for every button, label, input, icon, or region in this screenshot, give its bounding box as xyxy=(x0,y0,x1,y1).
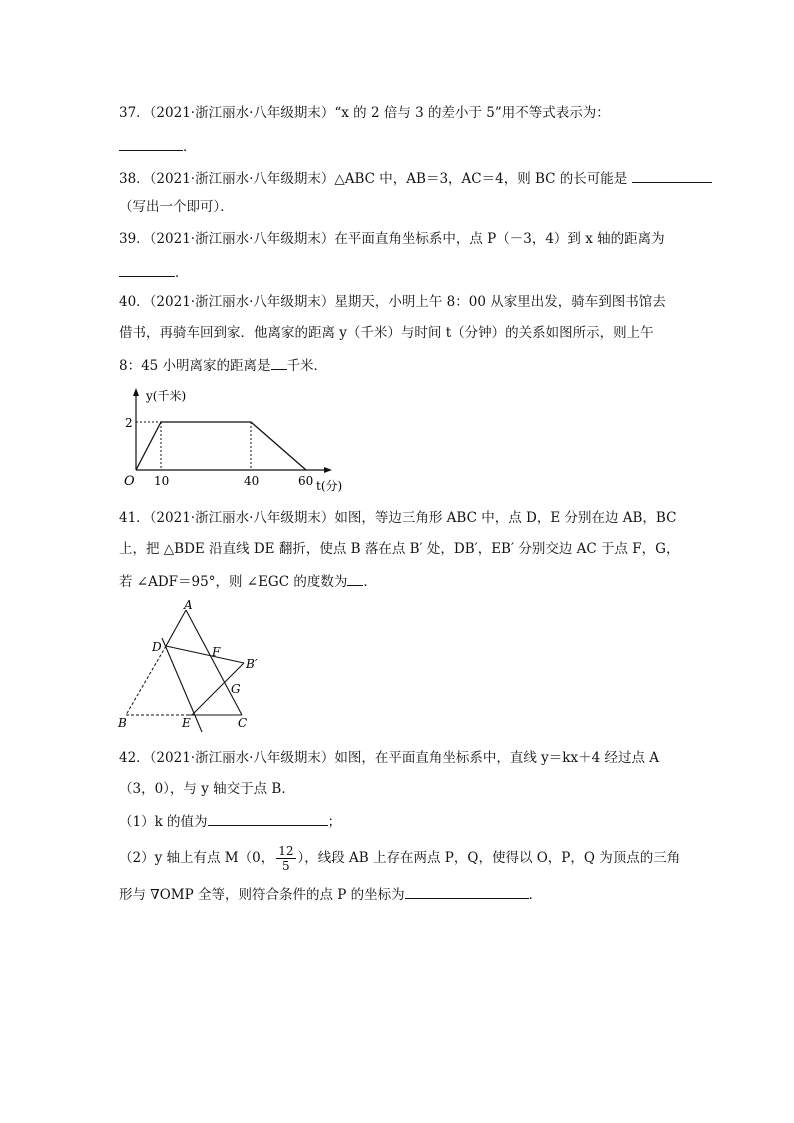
fraction-12-over-5 xyxy=(276,844,295,873)
answer-blank[interactable] xyxy=(208,811,328,826)
label-A: A xyxy=(184,600,193,612)
x-axis-label: t(分) xyxy=(316,479,343,493)
triangle-fold-figure xyxy=(112,600,272,732)
q38-line2: （写出一个即可）． xyxy=(119,199,234,215)
q42-part1-text: （1）k 的值为 xyxy=(119,814,208,830)
y-tick-2: 2 xyxy=(125,416,133,430)
q40-line1: 40．（2021·浙江丽水·八年级期末）星期天，小明上午 8：00 从家里出发，骑车到图书馆去 xyxy=(119,294,666,310)
y-axis-label: y(千米) xyxy=(146,389,187,403)
q39-line1: 39．（2021·浙江丽水·八年级期末）在平面直角坐标系中，点 P（－3，4）到 x 轴的距离为 xyxy=(119,231,665,247)
q41-text: 若 ∠ADF＝95°，则 ∠EGC 的度数为 xyxy=(119,574,348,590)
q40-unit: 千米． xyxy=(286,358,328,374)
label-D: D xyxy=(152,640,162,654)
answer-blank[interactable] xyxy=(119,136,183,151)
x-tick-10: 10 xyxy=(154,474,170,488)
x-tick-40: 40 xyxy=(244,474,260,488)
q37-line2 xyxy=(119,136,197,156)
q41-line3 xyxy=(119,571,377,591)
q40-line2: 借书，再骑车回到家．他离家的距离 y（千米）与时间 t（分钟）的关系如图所示，则上午 xyxy=(119,325,654,341)
answer-blank[interactable] xyxy=(347,571,363,586)
x-tick-60: 60 xyxy=(298,474,314,488)
q37-period: ． xyxy=(183,139,197,155)
q38-text: 38．（2021·浙江丽水·八年级期末）△ABC 中，AB＝3，AC＝4，则 BC 的长可能是 xyxy=(119,171,628,187)
q42-part1 xyxy=(119,811,341,831)
fraction-denominator: 5 xyxy=(282,859,290,873)
q40-line3 xyxy=(119,355,327,375)
label-C: C xyxy=(238,716,248,730)
answer-blank[interactable] xyxy=(271,355,287,370)
distance-time-graph xyxy=(118,382,358,494)
q42-last-text: 形与 ∇OMP 全等，则符合条件的点 P 的坐标为 xyxy=(119,887,405,903)
fraction-numerator: 12 xyxy=(278,844,294,858)
q40-text: 8：45 小明离家的距离是 xyxy=(119,358,271,374)
q42-line2: （3，0），与 y 轴交于点 B． xyxy=(119,781,295,797)
q37-line1: 37．（2021·浙江丽水·八年级期末）“x 的 2 倍与 3 的差小于 5”用不等式表示为： xyxy=(119,105,610,121)
q42-period: ． xyxy=(528,887,543,903)
origin-label: O xyxy=(124,474,135,489)
answer-blank[interactable] xyxy=(405,884,529,899)
q42-part2 xyxy=(119,844,680,873)
label-G: G xyxy=(231,682,241,696)
label-B-prime: B′ xyxy=(246,657,258,671)
q38-line1 xyxy=(119,168,712,188)
q41-line1: 41．（2021·浙江丽水·八年级期末）如图，等边三角形 ABC 中，点 D，E 分别在边 AB，BC xyxy=(119,510,677,526)
label-E: E xyxy=(182,716,191,730)
label-B: B xyxy=(118,716,127,730)
q41-period: ． xyxy=(363,574,377,590)
q42-line1: 42．（2021·浙江丽水·八年级期末）如图，在平面直角坐标系中，直线 y＝kx＋4 经过点 A xyxy=(119,750,659,766)
q39-period: ． xyxy=(175,265,189,281)
answer-blank[interactable] xyxy=(119,262,175,277)
q42-part2-end: ），线段 AB 上存在两点 P，Q，使得以 O，P，Q 为顶点的三角 xyxy=(297,850,681,866)
q42-part2-start: （2）y 轴上有点 M（0， xyxy=(119,850,275,866)
answer-blank[interactable] xyxy=(632,168,712,183)
q42-semicolon: ； xyxy=(327,814,342,830)
q39-line2 xyxy=(119,262,189,282)
q41-line2: 上，把 △BDE 沿直线 DE 翻折，使点 B 落在点 B′ 处，DB′，EB′ 分别交边 AC 于点 F，G， xyxy=(119,541,680,557)
q42-last-line xyxy=(119,884,542,904)
label-F: F xyxy=(212,645,221,659)
